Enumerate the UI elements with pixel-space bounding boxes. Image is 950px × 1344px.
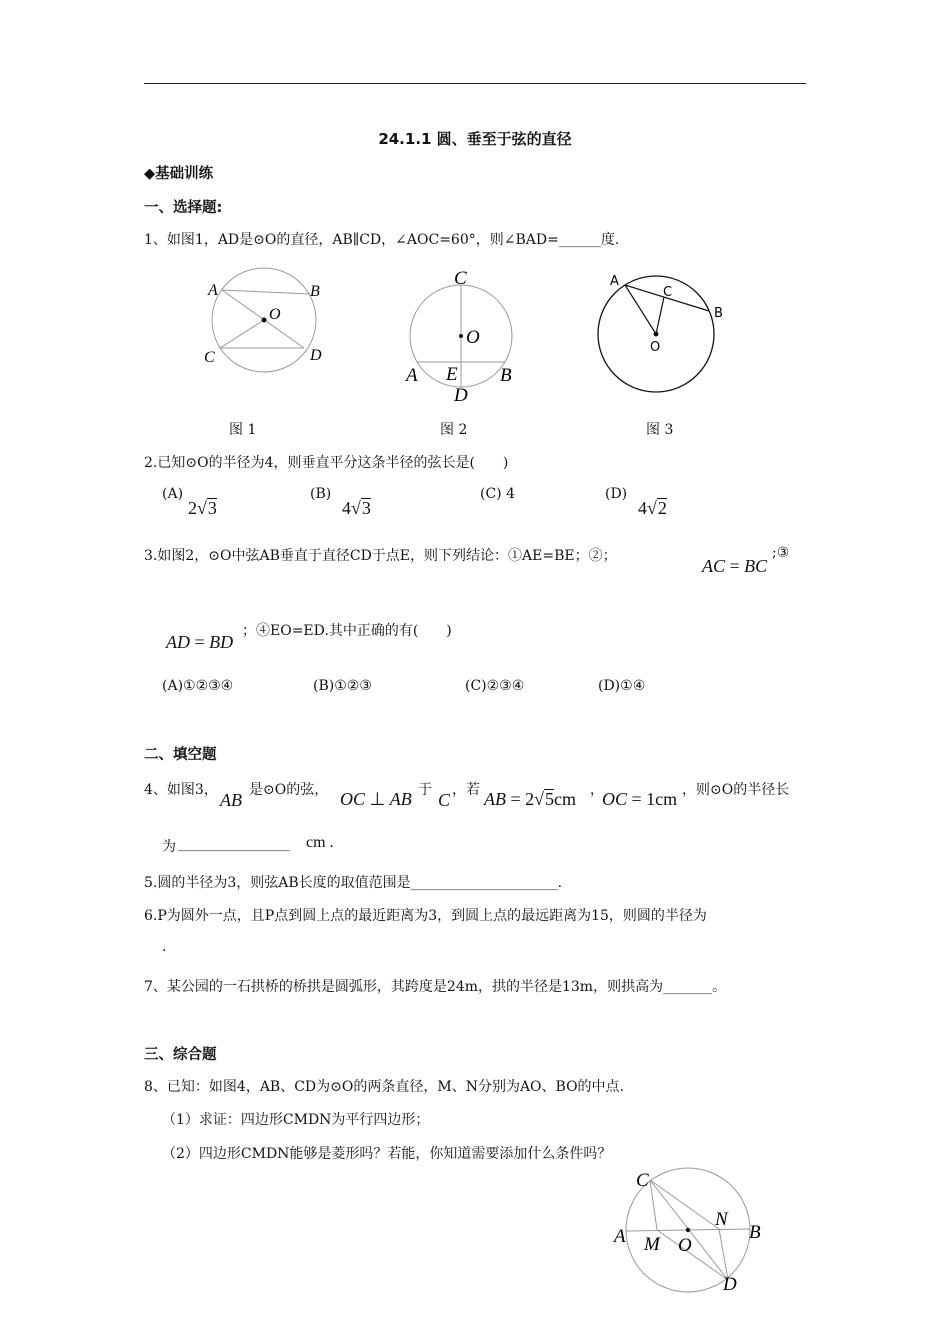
q4-c: C <box>438 790 451 810</box>
q3-arc-equation-2: AC = BC <box>702 556 768 576</box>
fig2-center-dot <box>459 334 463 338</box>
fig4-label-d: D <box>723 1274 737 1295</box>
fig1-label-c: C <box>204 349 215 366</box>
fig1-caption: 图 1 <box>229 422 257 438</box>
fig1-label-a: A <box>208 282 218 299</box>
q2-option-b-label: (B) <box>310 486 332 502</box>
section-fill-in: 二、填空题 <box>144 747 217 763</box>
q2-option-d-label: (D) <box>605 486 628 502</box>
question-6-line2: . <box>162 939 167 955</box>
q3-separator: ;③ <box>772 545 790 561</box>
question-1: 1、如图1，AD是⊙O的直径，AB∥CD，∠AOC=60°，则∠BAD=______度. <box>144 232 620 248</box>
question-6-line1: 6.P为圆外一点，且P点到圆上点的最近距离为3，到圆上点的最远距离为15，则圆的半径为 <box>144 908 707 924</box>
figure-2 <box>400 265 525 407</box>
question-3-line2: ；④EO=ED.其中正确的有( ) <box>242 623 452 639</box>
question-8: 8、已知：如图4，AB、CD为⊙O的两条直径，M、N分别为AO、BO的中点. <box>144 1079 625 1095</box>
q4-yu: 于 <box>418 782 432 798</box>
q2-option-a-label: (A) <box>162 486 184 502</box>
q4-comma: ， <box>590 782 604 798</box>
fig2-label-d: D <box>454 385 468 406</box>
header-rule <box>144 83 806 84</box>
fig4-label-n: N <box>715 1209 728 1230</box>
q4-answer-blank: ________________ <box>178 836 290 852</box>
fig1-label-o: O <box>269 306 281 323</box>
question-3-line1: 3.如图2，⊙O中弦AB垂直于直径CD于点E，则下列结论：①AE=BE；②； <box>144 548 617 564</box>
q2-option-b-value: 4√3 <box>342 498 371 518</box>
fig4-segment-nd <box>719 1229 728 1280</box>
q2-option-d-value: 4√2 <box>638 498 667 518</box>
fig2-label-c: C <box>454 268 467 289</box>
figure-4 <box>610 1166 770 1296</box>
fig3-segment-oc <box>656 297 664 334</box>
q4-oc-length: OC = 1cm <box>602 789 678 809</box>
fig3-label-o: O <box>650 340 661 355</box>
q4-unit: cm . <box>306 834 334 851</box>
q4-is-chord: 是⊙O的弦， <box>249 782 329 798</box>
fig3-caption: 图 3 <box>646 422 674 438</box>
section-comprehensive: 三、综合题 <box>144 1047 217 1063</box>
section-multiple-choice: 一、选择题: <box>144 200 223 216</box>
fig2-label-b: B <box>500 365 512 386</box>
fig1-label-b: B <box>310 283 320 300</box>
question-2: 2.已知⊙O的半径为4，则垂直平分这条半径的弦长是( ) <box>144 455 509 471</box>
figure-1 <box>196 262 346 380</box>
question-8-part1: （1）求证：四边形CMDN为平行四边形； <box>162 1112 430 1128</box>
fig4-label-m: M <box>644 1234 660 1255</box>
fig2-label-e: E <box>446 364 458 385</box>
fig4-segment-cn <box>650 1180 719 1229</box>
question-8-part2: （2）四边形CMDN能够是菱形吗？若能，你知道需要添加什么条件吗？ <box>162 1146 612 1162</box>
q4-prefix: 4、如图3， <box>144 782 218 798</box>
q2-option-a-value: 2√3 <box>188 498 217 518</box>
fig4-segment-md <box>657 1230 728 1280</box>
page-title: 24.1.1 圆、垂至于弦的直径 <box>378 130 572 148</box>
question-7: 7、某公园的一石拱桥的桥拱是圆弧形，其跨度是24m，拱的半径是13m，则拱高为_______。 <box>144 979 727 995</box>
fig2-label-o: O <box>466 327 480 348</box>
section-basic-training: ◆基础训练 <box>144 166 214 182</box>
fig4-label-c: C <box>636 1170 649 1191</box>
q4-suffix: ，则⊙O的半径长 <box>682 782 790 798</box>
fig1-label-d: D <box>310 347 322 364</box>
fig3-label-c: C <box>663 285 673 300</box>
q3-option-d: (D)①④ <box>598 678 646 694</box>
fig4-label-b: B <box>749 1222 761 1243</box>
fig3-label-b: B <box>714 306 723 321</box>
q4-ab-length: AB = 2√5cm <box>484 789 577 809</box>
fig1-radius-oc <box>220 320 264 348</box>
q3-option-a: (A)①②③④ <box>162 678 234 694</box>
fig3-radius-oa <box>625 285 656 334</box>
fig3-label-a: A <box>610 274 619 289</box>
q3-arc-equation-3: AD = BD <box>166 632 234 652</box>
fig3-center-dot <box>654 332 659 337</box>
q3-option-b: (B)①②③ <box>313 678 372 694</box>
fig2-caption: 图 2 <box>440 422 468 438</box>
fig2-label-a: A <box>406 365 418 386</box>
question-5: 5.圆的半径为3，则弦AB长度的取值范围是_____________________. <box>144 875 563 891</box>
fig4-label-a: A <box>614 1226 626 1247</box>
q4-ab: AB <box>220 790 242 810</box>
fig1-center-dot <box>262 318 267 323</box>
q3-option-c: (C)②③④ <box>465 678 525 694</box>
q4-oc-perp-ab: OC ⊥ AB <box>340 789 412 809</box>
q4-ruo: ，若 <box>452 782 480 798</box>
fig4-center-dot <box>686 1228 690 1232</box>
q2-option-c: (C) 4 <box>480 486 515 502</box>
figure-3 <box>592 268 732 398</box>
fig4-label-o: O <box>678 1235 692 1256</box>
fig1-chord-ab <box>222 290 310 294</box>
q4-line2-prefix: 为 <box>162 839 176 855</box>
